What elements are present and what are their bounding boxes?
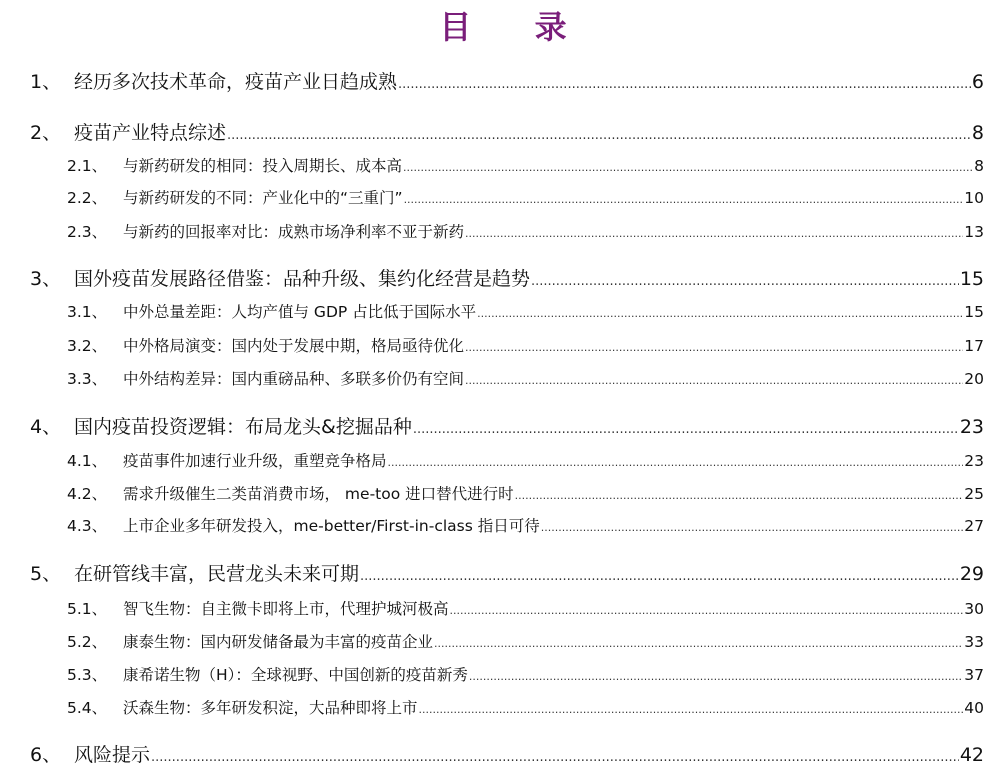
toc-entry-page: 15 bbox=[964, 303, 984, 321]
toc-entry-number: 2.3、 bbox=[67, 223, 108, 241]
toc-leader-dots bbox=[465, 341, 963, 354]
toc-entry-page: 6 bbox=[971, 71, 984, 93]
toc-subentry[interactable] bbox=[67, 630, 984, 652]
toc-entry-title: 与新药的回报率对比：成熟市场净利率不亚于新药 bbox=[123, 223, 465, 241]
toc-entry-number: 4.2、 bbox=[67, 485, 108, 503]
toc-subentry[interactable] bbox=[67, 597, 984, 619]
toc-entry-page: 15 bbox=[959, 268, 984, 290]
toc-entry[interactable] bbox=[30, 118, 984, 144]
toc-leader-dots bbox=[388, 456, 964, 469]
toc-entry-page: 37 bbox=[964, 666, 984, 684]
toc-entry-page: 8 bbox=[974, 157, 984, 175]
toc-entry-title: 中外总量差距：人均产值与 GDP 占比低于国际水平 bbox=[123, 303, 477, 321]
toc-entry-number: 3.2、 bbox=[67, 337, 108, 355]
toc-entry-title: 中外格局演变：国内处于发展中期，格局亟待优化 bbox=[123, 337, 465, 355]
toc-entry-title: 国外疫苗发展路径借鉴：品种升级、集约化经营是趋势 bbox=[74, 268, 531, 290]
toc-subentry[interactable] bbox=[67, 300, 984, 322]
toc-entry-title: 沃森生物：多年研发积淀，大品种即将上市 bbox=[123, 699, 418, 717]
toc-leader-dots bbox=[465, 227, 963, 240]
toc-leader-dots bbox=[477, 307, 963, 320]
toc-subentry[interactable] bbox=[67, 220, 984, 242]
toc-entry-page: 8 bbox=[971, 122, 984, 144]
toc-entry-title: 康泰生物：国内研发储备最为丰富的疫苗企业 bbox=[123, 633, 434, 651]
toc-subentry[interactable] bbox=[67, 334, 984, 356]
toc-leader-dots bbox=[469, 670, 963, 683]
toc-entry-title: 国内疫苗投资逻辑：布局龙头&挖掘品种 bbox=[74, 416, 412, 438]
toc-entry-number: 5.1、 bbox=[67, 600, 108, 618]
toc-leader-dots bbox=[465, 374, 963, 387]
toc-entry-title: 智飞生物：自主微卡即将上市，代理护城河极高 bbox=[123, 600, 449, 618]
toc-entry[interactable] bbox=[30, 67, 984, 93]
toc-entry-number: 2、 bbox=[30, 122, 62, 144]
toc-entry[interactable] bbox=[30, 264, 984, 290]
toc-entry-number: 2.2、 bbox=[67, 189, 108, 207]
toc-entry-page: 10 bbox=[964, 189, 984, 207]
toc-entry-title: 需求升级催生二类苗消费市场， me-too 进口替代进行时 bbox=[123, 485, 514, 503]
toc-entry-page: 27 bbox=[964, 517, 984, 535]
toc-entry-page: 29 bbox=[959, 563, 984, 585]
toc-leader-dots bbox=[398, 77, 971, 92]
toc-entry-number: 3、 bbox=[30, 268, 62, 290]
toc-entry-number: 3.1、 bbox=[67, 303, 108, 321]
toc-subentry[interactable] bbox=[67, 154, 984, 176]
toc-entry-number: 6、 bbox=[30, 744, 62, 766]
toc-entry-page: 20 bbox=[964, 370, 984, 388]
toc-subentry[interactable] bbox=[67, 663, 984, 685]
toc-entry-title: 康希诺生物（H）：全球视野、中国创新的疫苗新秀 bbox=[123, 666, 468, 684]
toc-entry-number: 4.1、 bbox=[67, 452, 108, 470]
toc-entry-title: 上市企业多年研发投入，me-better/First-in-class 指日可待 bbox=[123, 517, 540, 535]
toc-subentry[interactable] bbox=[67, 367, 984, 389]
toc-leader-dots bbox=[419, 703, 964, 716]
toc-entry-title: 疫苗产业特点综述 bbox=[74, 122, 227, 144]
toc-entry-title: 中外结构差异：国内重磅品种、多联多价仍有空间 bbox=[123, 370, 465, 388]
toc-entry-number: 5.2、 bbox=[67, 633, 108, 651]
toc-leader-dots bbox=[450, 604, 964, 617]
toc-subentry[interactable] bbox=[67, 186, 984, 208]
toc-entry-number: 3.3、 bbox=[67, 370, 108, 388]
toc-subentry[interactable] bbox=[67, 449, 984, 471]
toc-entry-page: 42 bbox=[959, 744, 984, 766]
toc-entry[interactable] bbox=[30, 740, 984, 766]
toc-entry-page: 13 bbox=[964, 223, 984, 241]
toc-title: 目 录 bbox=[439, 8, 593, 46]
toc-entry-page: 33 bbox=[964, 633, 984, 651]
toc-entry-title: 与新药研发的相同：投入周期长、成本高 bbox=[123, 157, 403, 175]
toc-leader-dots bbox=[151, 750, 959, 765]
toc-leader-dots bbox=[404, 193, 964, 206]
toc-entry-number: 5.4、 bbox=[67, 699, 108, 717]
toc-entry-number: 2.1、 bbox=[67, 157, 108, 175]
toc-entry-title: 风险提示 bbox=[74, 744, 151, 766]
toc-subentry[interactable] bbox=[67, 696, 984, 718]
toc-leader-dots bbox=[360, 569, 959, 584]
toc-entry-page: 30 bbox=[964, 600, 984, 618]
toc-entry-number: 4、 bbox=[30, 416, 62, 438]
toc-entry-page: 23 bbox=[964, 452, 984, 470]
toc-entry-title: 经历多次技术革命，疫苗产业日趋成熟 bbox=[74, 71, 398, 93]
toc-leader-dots bbox=[413, 422, 959, 437]
toc-leader-dots bbox=[227, 128, 971, 143]
toc-entry[interactable] bbox=[30, 412, 984, 438]
toc-entry[interactable] bbox=[30, 559, 984, 585]
toc-entry-page: 23 bbox=[959, 416, 984, 438]
toc-entry-number: 5、 bbox=[30, 563, 62, 585]
toc-entry-title: 疫苗事件加速行业升级，重塑竞争格局 bbox=[123, 452, 387, 470]
toc-entry-title: 在研管线丰富，民营龙头未来可期 bbox=[74, 563, 360, 585]
toc-entry-number: 1、 bbox=[30, 71, 62, 93]
toc-subentry[interactable] bbox=[67, 514, 984, 536]
toc-leader-dots bbox=[541, 521, 964, 534]
toc-entry-number: 4.3、 bbox=[67, 517, 108, 535]
toc-entry-page: 17 bbox=[964, 337, 984, 355]
toc-leader-dots bbox=[515, 489, 964, 502]
toc-leader-dots bbox=[434, 637, 963, 650]
toc-entry-page: 40 bbox=[964, 699, 984, 717]
toc-entry-title: 与新药研发的不同：产业化中的“三重门” bbox=[123, 189, 403, 207]
toc-entry-page: 25 bbox=[964, 485, 984, 503]
toc-leader-dots bbox=[531, 274, 959, 289]
toc-leader-dots bbox=[403, 161, 973, 174]
toc-entry-number: 5.3、 bbox=[67, 666, 108, 684]
toc-subentry[interactable] bbox=[67, 482, 984, 504]
